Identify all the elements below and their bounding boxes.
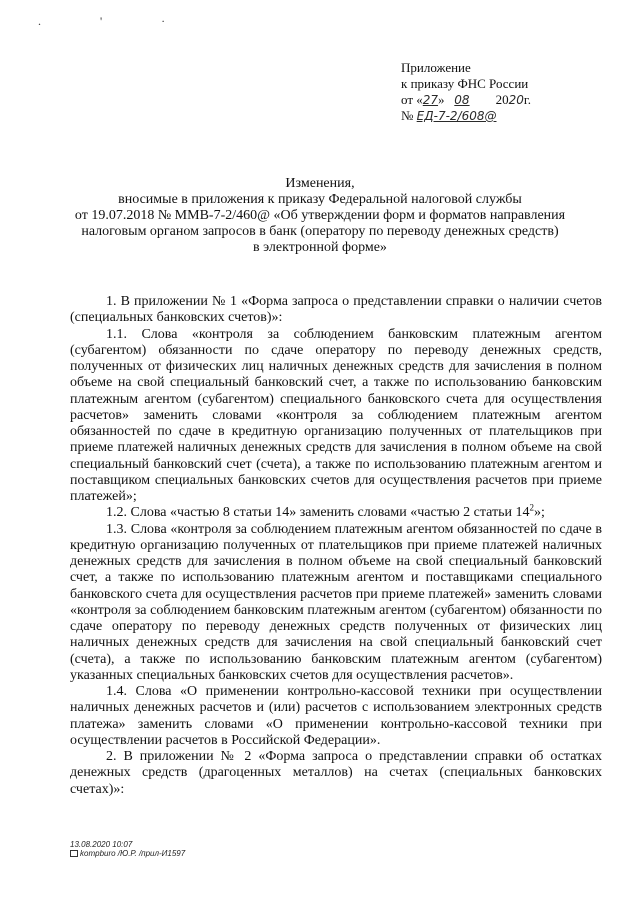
paragraph-2: 2. В приложении № 2 «Форма запроса о представлении справки об остатках денежных средств (драгоценных металлов) на счетах (специальных банковских счетах)»:	[70, 749, 602, 797]
handwritten-month: 08	[454, 93, 470, 107]
paragraph-1-4: 1.4. Слова «О применении контрольно-кассовой техники при осуществлении наличных денежных расчетов и (или) расчетов с использованием электронных средств платежа» заменить словами «О применении контрольно-кассовой техники при осуществлении расчетов в Российской Федерации».	[70, 684, 602, 748]
order-date	[401, 92, 531, 108]
handwritten-order-number: ЕД-7-2/608@	[416, 109, 497, 123]
footer-meta	[70, 840, 185, 858]
year-suffix: г.	[523, 92, 531, 107]
date-quote: »	[438, 92, 445, 107]
handwritten-year: 20	[508, 93, 524, 107]
paragraph-1-2-end: »;	[534, 505, 545, 521]
order-reference: к приказу ФНС России	[401, 76, 529, 91]
footer-path: kompburo /Ю.Р. /прил-И1597	[80, 849, 186, 858]
title-line-3: от 19.07.2018 № ММВ-7-2/460@ «Об утверждении форм и форматов направления	[74, 208, 566, 223]
title-line-4: налоговым органом запросов в банк (оператору по переводу денежных средств)	[81, 224, 559, 239]
title-line-2: вносимые в приложения к приказу Федеральной налоговой службы	[118, 192, 522, 207]
appendix-header	[401, 60, 531, 124]
title-line-1: Изменения,	[285, 176, 355, 191]
date-prefix: от «	[401, 92, 423, 107]
paragraph-1-1: 1.1. Слова «контроля за соблюдением банковским платежным агентом (субагентом) обязанности по сдаче оператору по переводу денежных средств, полученных от физических лиц наличных денежных средств для зачисления в полном объеме на свой специальный банковский счет, а также по использованию банковским платежным агентом (субагентом) специального банковского счета для осуществления расчетов» заменить словами «контроля за соблюдением платежным агентом обязанностей по сдаче в кредитную организацию полученных от плательщиков при приеме платежей наличных денежных средств для зачисления в полном объеме на свой специальный банковский счет (счета), а также по использованию платежным агентом и поставщиком специальных банковских счетов для осуществления расчетов при приеме платежей»;	[70, 326, 602, 504]
handwritten-day: 27	[422, 93, 439, 107]
paragraph-1-2-text: 1.2. Слова «частью 8 статьи 14» заменить словами «частью 2 статьи 14	[106, 505, 530, 521]
footer-date: 13.08.2020 10:07	[70, 840, 133, 849]
title-line-5: в электронной форме»	[253, 240, 387, 255]
year-prefix: 20	[495, 92, 509, 107]
footer-path-line	[70, 849, 185, 858]
number-sign: №	[401, 108, 414, 123]
paragraph-1-2	[70, 502, 602, 521]
scan-marks: . ' ·	[38, 14, 194, 28]
document-body	[70, 294, 602, 798]
document-title	[0, 176, 640, 256]
paragraph-1-3: 1.3. Слова «контроля за соблюдением платежным агентом обязанностей по сдаче в кредитную организацию полученных от плательщиков при приеме платежей наличных денежных средств для зачисления в полном объеме на свой специальный банковский счет, а также по использованию платежным агентом и поставщиками специального банковского счета для осуществления расчетов при приеме платежей» заменить словами «контроля за соблюдением банковским платежным агентом (субагентом) обязанности по сдаче оператору по переводу денежных средств полученных от физических лиц наличных денежных средств для зачисления на свой специальный банковский счет (счета), а также по использованию банковским платежным агентом (субагентом) указанных специальных банковских счетов для осуществления расчетов».	[70, 521, 602, 683]
paragraph-1: 1. В приложении № 1 «Форма запроса о представлении справки о наличии счетов (специальных банковских счетов)»:	[70, 294, 602, 326]
order-number	[401, 108, 531, 124]
appendix-label: Приложение	[401, 60, 471, 75]
file-icon	[70, 850, 78, 857]
superscript: 2	[529, 502, 535, 513]
